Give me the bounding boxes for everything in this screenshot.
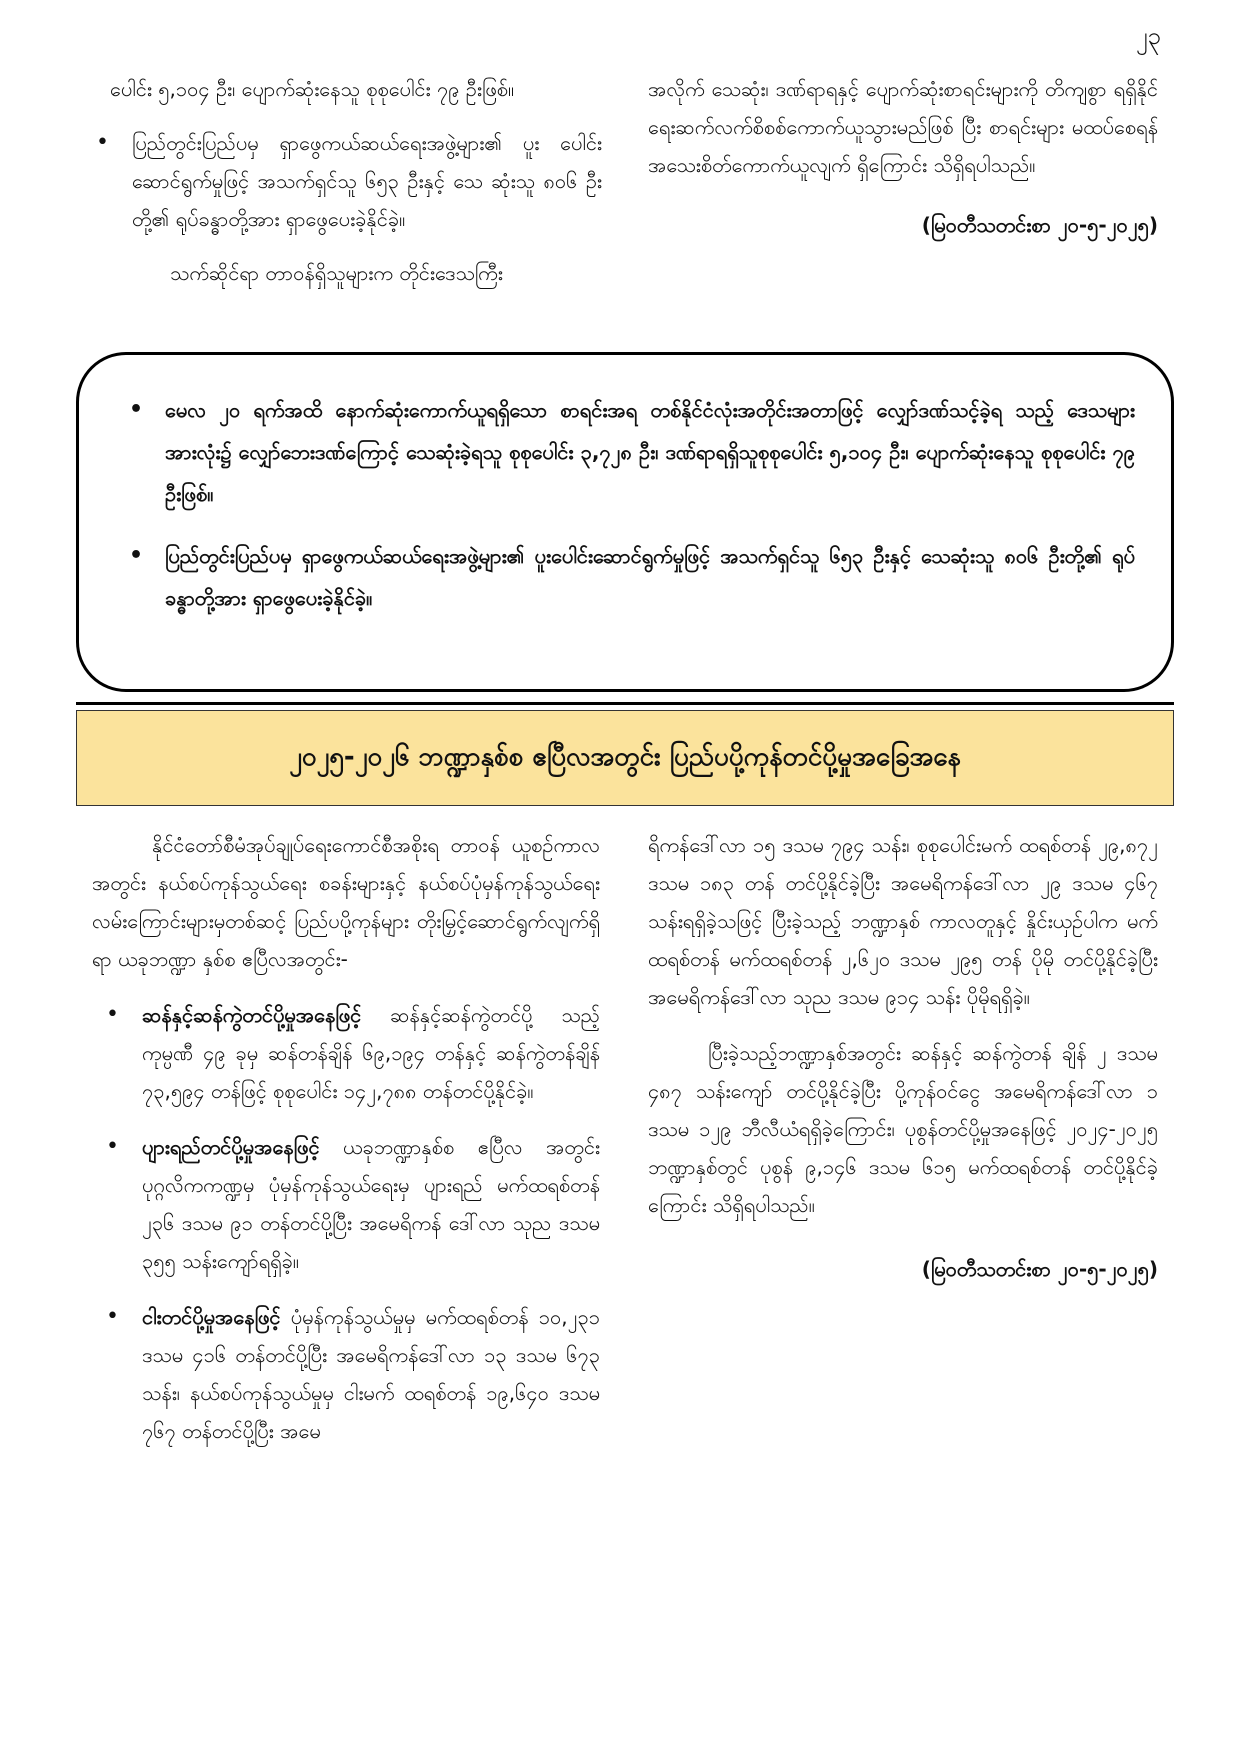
source-citation: (မြဝတီသတင်းစာ ၂၀-၅-၂၀၂၅) — [921, 213, 1158, 237]
bottom-right-column — [648, 826, 1158, 1288]
paragraph: ပေါင်း ၅,၁၀၄ ဦး၊ ပျောက်ဆုံးနေသူ စုစုပေါင်း ၇၉ ဦးဖြစ်။ — [110, 77, 515, 101]
source-citation: (မြဝတီသတင်းစာ ၂၀-၅-၂၀၂၅) — [921, 1257, 1158, 1281]
bottom-left-column — [92, 826, 600, 1450]
bullet-item — [92, 1128, 600, 1280]
bullet-item — [92, 996, 600, 1110]
summary-bullet: • မေလ ၂၀ ရက်အထိ နောက်ဆုံးကောက်ယူရရှိသော စာရင်းအရ တစ်နိုင်ငံလုံးအတိုင်းအတာဖြင့် လျှော်ဒဏ်သင့်ခဲ့ရ သည့် ဒေသများအားလုံး၌ လျှော်ဘေးဒဏ်ကြောင့် သေဆုံးခဲ့ရသူ စုစုပေါင်း ၃,၇၂၈ ဦး၊ ဒဏ်ရာရရှိသူစုစုပေါင်း ၅,၁၀၄ ဦး၊ ပျောက်ဆုံးနေသူ စုစုပေါင်း ၇၉ ဦးဖြစ်။ — [115, 389, 1135, 515]
paragraph: နိုင်ငံတော်စီမံအုပ်ချုပ်ရေးကောင်စီအစိုးရ တာဝန် ယူစဉ်ကာလအတွင်း နယ်စပ်ကုန်သွယ်ရေး စခန်းများနှင့် နယ်စပ်ပုံမှန်ကုန်သွယ်ရေး လမ်းကြောင်းများမှတစ်ဆင့် ပြည်ပပို့ကုန်များ တိုးမြှင့်ဆောင်ရွက်လျက်ရှိရာ ယခုဘဏ္ဍာ နှစ်စ ဧပြီလအတွင်း- — [92, 833, 600, 971]
paragraph: ရိကန်ဒေါ်လာ ၁၅ ဒသမ ၇၉၄ သန်း၊ စုစုပေါင်းမက် ထရစ်တန် ၂၉,၈၇၂ ဒသမ ၁၈၃ တန် တင်ပို့နိုင်ခဲ့ပြီး အမေရိကန်ဒေါ်လာ ၂၉ ဒသမ ၄၆၇ သန်းရရှိခဲ့သဖြင့် ပြီးခဲ့သည့် ဘဏ္ဍာနှစ် ကာလတူနှင့် နှိုင်းယှဉ်ပါက မက် ထရစ်တန် မက်ထရစ်တန် ၂,၆၂၀ ဒသမ ၂၉၅ တန် ပိုမို တင်ပို့နိုင်ခဲ့ပြီး အမေရိကန်ဒေါ်လာ သုည ဒသမ ၉၁၄ သန်း ပိုမိုရရှိခဲ့။ — [648, 833, 1159, 1009]
bullet-text: ယခုဘဏ္ဍာနှစ်စ ဧပြီလ အတွင်း ပုဂ္ဂလိကကဏ္ဍမှ ပုံမှန်ကုန်သွယ်ရေးမှ ပျားရည် မက်ထရစ်တန် ၂၃၆ ဒသမ ၉၁ တန်တင်ပို့ပြီး အမေရိကန် ဒေါ်လာ သုည ဒသမ ၃၅၅ သန်းကျော်ရရှိခဲ့။ — [142, 1135, 600, 1273]
bullet-item: • ပြည်တွင်းပြည်ပမှ ရှာဖွေကယ်ဆယ်ရေးအဖွဲ့များ၏ ပူး ပေါင်းဆောင်ရွက်မှုဖြင့် အသက်ရှင်သူ ၆၅၃ ဦးနှင့် သေ ဆုံးသူ ၈၀၆ ဦးတို့၏ ရုပ်ခန္ဓာတို့အား ရှာဖွေပေးခဲ့နိုင်ခဲ့။ — [82, 124, 602, 238]
bullet-text: ပုံမှန်ကုန်သွယ်မှုမှ မက်ထရစ်တန် ၁၀,၂၃၁ ဒသမ ၄၁၆ တန်တင်ပို့ပြီး အမေရိကန်ဒေါ်လာ ၁၃ ဒသမ ၆၇၃ သန်း၊ နယ်စပ်ကုန်သွယ်မှုမှ ငါးမက် ထရစ်တန် ၁၉,၆၄၀ ဒသမ ၇၆၇ တန်တင်ပို့ပြီး အမေ — [142, 1305, 600, 1443]
bullet-lead: ဆန်နှင့်ဆန်ကွဲတင်ပို့မှုအနေဖြင့် — [142, 1003, 362, 1027]
section-title — [76, 710, 1174, 806]
paragraph: အလိုက် သေဆုံး၊ ဒဏ်ရာရနှင့် ပျောက်ဆုံးစာရင်းများကို တိကျစွာ ရရှိနိုင်ရေးဆက်လက်စိစစ်ကောက်ယူသွားမည်ဖြစ် ပြီး စာရင်းများ မထပ်စေရန် အသေးစိတ်ကောက်ယူလျက် ရှိကြောင်း သိရှိရပါသည်။ — [648, 77, 1158, 177]
bullet-lead: ငါးတင်ပို့မှုအနေဖြင့် — [142, 1305, 281, 1329]
page-number: ၂၃ — [1135, 22, 1161, 50]
top-left-column — [110, 70, 602, 292]
bullet-item — [92, 1298, 600, 1450]
section-title-text: ၂၀၂၅-၂၀၂၆ ဘဏ္ဍာနှစ်စ ဧပြီလအတွင်း ပြည်ပပို့ကုန်တင်ပို့မှုအခြေအနေ — [289, 741, 961, 772]
summary-box — [76, 352, 1174, 692]
summary-bullet: • ပြည်တွင်းပြည်ပမှ ရှာဖွေကယ်ဆယ်ရေးအဖွဲ့များ၏ ပူးပေါင်းဆောင်ရွက်မှုဖြင့် အသက်ရှင်သူ ၆၅၃ ဦးနှင့် သေဆုံးသူ ၈၀၆ ဦးတို့၏ ရုပ်ခန္ဓာတို့အား ရှာဖွေပေးခဲ့နိုင်ခဲ့။ — [115, 535, 1135, 619]
top-right-column — [648, 70, 1158, 244]
divider — [76, 702, 1174, 705]
bullet-text: ဆန်နှင့်ဆန်ကွဲတင်ပို့ သည့် ကုမ္ပဏီ ၄၉ ခုမှ ဆန်တန်ချိန် ၆၉,၁၉၄ တန်နှင့် ဆန်ကွဲတန်ချိန် ၇၃,၅၉၄ တန်ဖြင့် စုစုပေါင်း ၁၄၂,၇၈၈ တန်တင်ပို့နိုင်ခဲ့။ — [142, 1003, 600, 1103]
paragraph: ပြီးခဲ့သည့်ဘဏ္ဍာနှစ်အတွင်း ဆန်နှင့် ဆန်ကွဲတန် ချိန် ၂ ဒသမ ၄၈၇ သန်းကျော် တင်ပို့နိုင်ခဲ့ပြီး ပို့ကုန်ဝင်ငွေ အမေရိကန်ဒေါ်လာ ၁ ဒသမ ၁၂၉ ဘီလီယံရရှိခဲ့ကြောင်း၊ ပုစွန်တင်ပို့မှုအနေဖြင့် ၂၀၂၄-၂၀၂၅ ဘဏ္ဍာနှစ်တွင် ပုစွန် ၉,၁၄၆ ဒသမ ၆၁၅ မက်ထရစ်တန် တင်ပို့နိုင်ခဲ့ကြောင်း သိရှိရပါသည်။ — [648, 1041, 1158, 1217]
bullet-lead: ပျားရည်တင်ပို့မှုအနေဖြင့် — [142, 1135, 320, 1159]
paragraph: သက်ဆိုင်ရာ တာဝန်ရှိသူများက တိုင်းဒေသကြီး — [170, 261, 503, 285]
